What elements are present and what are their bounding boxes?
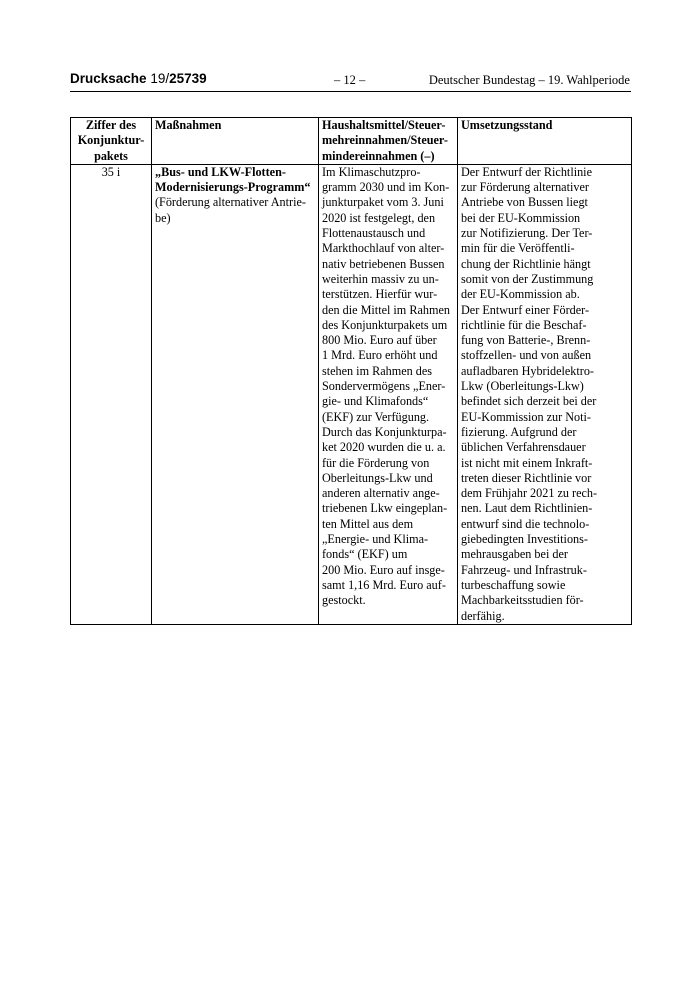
measures-table [70, 117, 632, 625]
column-header-status: Umsetzungsstand [458, 118, 632, 165]
parliament-label: Deutscher Bundestag – 19. Wahlperiode [428, 73, 630, 87]
page-number: – 12 – [334, 73, 366, 87]
table-header-row [71, 118, 632, 165]
column-header-measures: Maßnahmen [152, 118, 319, 165]
row-number: 35 i [71, 164, 152, 624]
status-cell: Der Entwurf der Richtlinie zur Förderung alternativer Antriebe von Bussen liegt bei der EU-Kommission zur Notifizierung. Der Ter- min für die Veröffentli- chung der Richtlinie hängt somit von der Zustimmung der EU-Kommission ab. Der Entwurf einer Förder- richtlinie für die Beschaf- fung von Batterie-, Brenn- stoffzellen- und von außen aufladbaren Hybridelektro- Lkw (Oberleitungs-Lkw) befindet sich derzeit bei der EU-Kommission zur Noti- fizierung. Aufgrund der üblichen Verfahrensdauer ist nicht mit einem Inkraft- treten dieser Richtlinie vor dem Frühjahr 2021 zu rech- nen. Laut dem Richtlinien- entwurf sind die technolo- giebedingten Investitions- mehrausgaben bei der Fahrzeug- und Infrastruk- turbeschaffung sowie Machbarkeitsstudien för- derfähig. [458, 164, 632, 624]
column-header-budget: Haushaltsmittel/Steuer- mehreinnahmen/Steuer- mindereinnahmen (–) [319, 118, 458, 165]
page-header [70, 70, 630, 92]
column-header-number: Ziffer des Konjunktur- pakets [71, 118, 152, 165]
measure-note: (Förderung alternativer Antrie- be) [155, 195, 306, 225]
budget-cell: Im Klimaschutzpro- gramm 2030 und im Kon- junkturpaket vom 3. Juni 2020 ist festgelegt, den Flottenaustausch und Markthochlauf von alter- nativ betriebenen Bussen weiterhin massiv zu un- terstützen. Hierfür wur- den die Mittel im Rahmen des Konjunkturpakets um 800 Mio. Euro auf über 1 Mrd. Euro erhöht und stehen im Rahmen des Sondervermögens „Ener- gie- und Klimafonds“ (EKF) zur Verfügung. Durch das Konjunkturpa- ket 2020 wurden die u. a. für die Förderung von Oberleitungs-Lkw und anderen alternativ ange- triebenen Lkw eingeplan- ten Mittel aus dem „Energie- und Klima- fonds“ (EKF) um 200 Mio. Euro auf insge- samt 1,16 Mrd. Euro auf- gestockt. [319, 164, 458, 624]
doc-number-prefix: 19/ [150, 71, 170, 86]
measure-title: „Bus- und LKW-Flotten- Modernisierungs-Programm“ [155, 164, 311, 195]
header-divider [70, 91, 631, 92]
measure-cell [152, 164, 319, 624]
document-number [70, 70, 207, 88]
doc-label: Drucksache [70, 71, 147, 86]
table-row [71, 164, 632, 624]
doc-number: 25739 [169, 71, 207, 86]
